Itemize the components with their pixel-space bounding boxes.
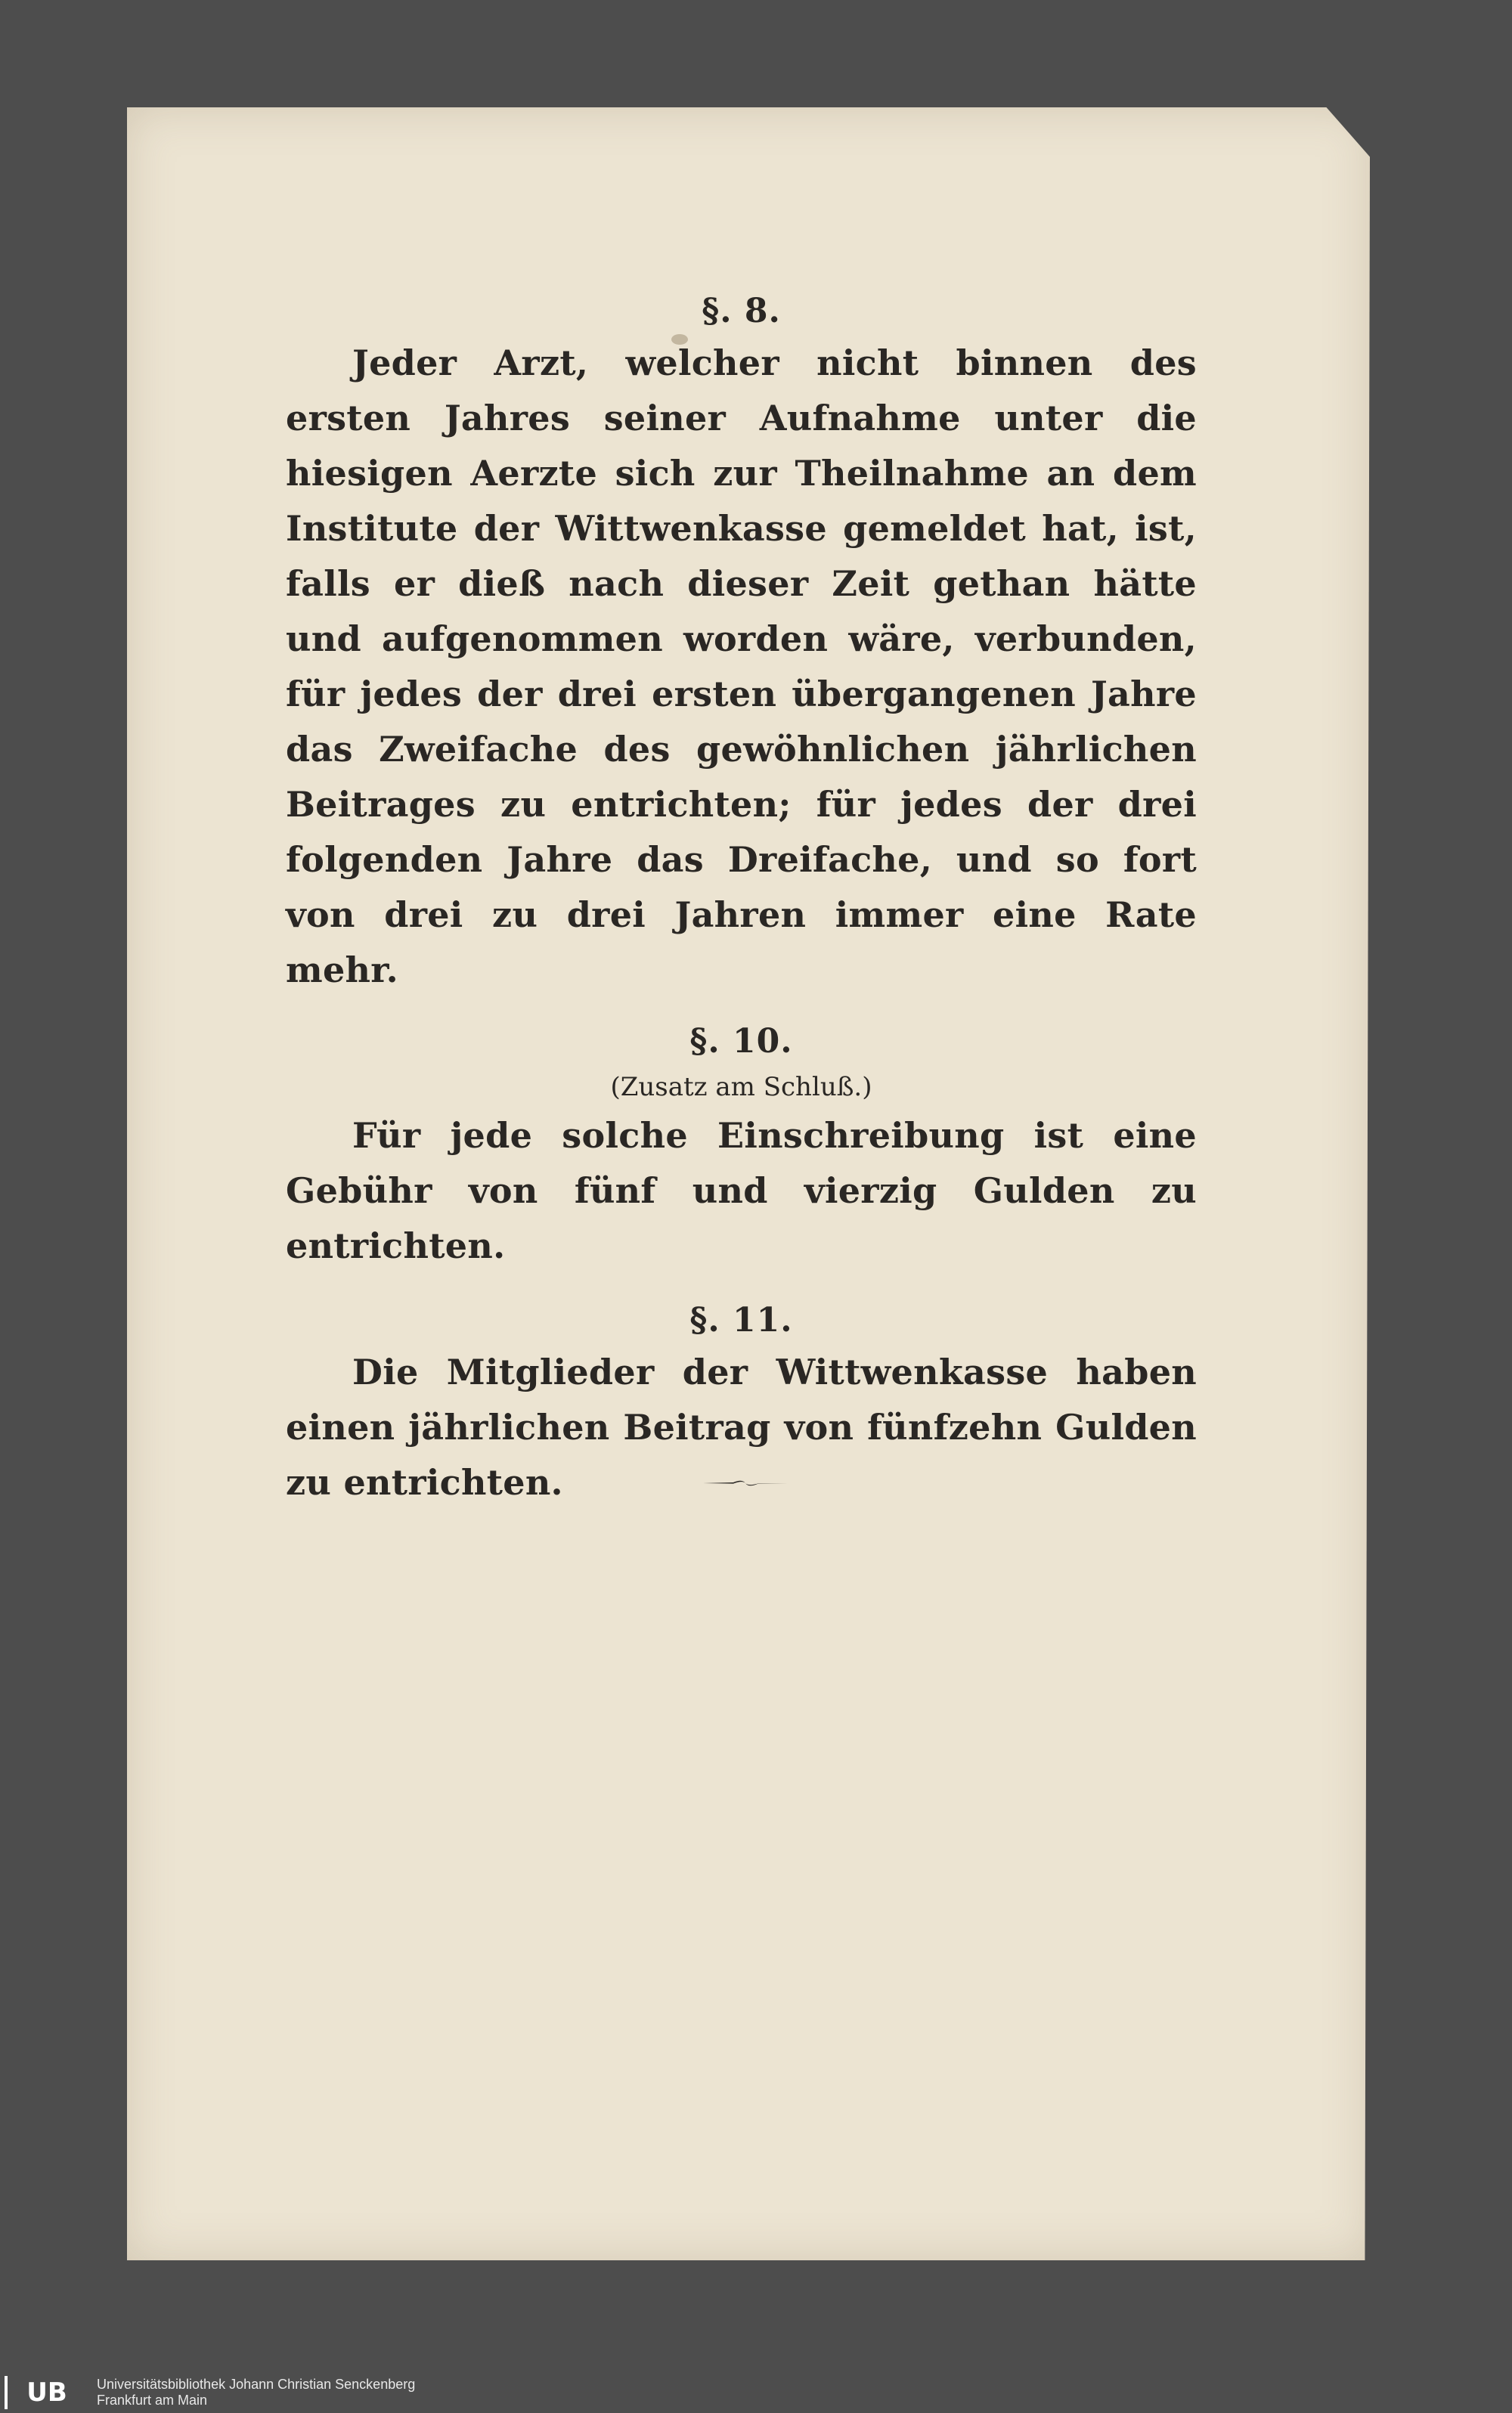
footer-text xyxy=(97,2377,415,2408)
ub-logo: UB xyxy=(5,2376,86,2409)
section-11-heading: §. 11. xyxy=(689,1301,793,1340)
document-content xyxy=(286,287,1197,1510)
section-8-heading: §. 8. xyxy=(702,292,781,330)
footer-line-2: Frankfurt am Main xyxy=(97,2393,208,2408)
ornament-divider xyxy=(703,1476,788,1491)
section-10-text: Für jede solche Einschreibung ist eine Gebühr von fünf und vierzig Gulden zu entrichten. xyxy=(286,1115,1197,1266)
section-10-subheading: (Zusatz am Schluß.) xyxy=(610,1072,872,1102)
section-8-text: Jeder Arzt, welcher nicht binnen des ersten Jahres seiner Aufnahme unter die hiesigen Aerzte sich zur Theilnahme an dem Institute der Wittwenkasse gemeldet hat, ist, falls er dieß nach dieser Zeit gethan hätte und aufgenommen worden wäre, verbunden, für jedes der drei ersten übergangenen Jahre das Zweifache des gewöhnlichen jährlichen Beitrages zu entrichten; für jedes der drei folgenden Jahre das Dreifache, und so fort von drei zu drei Jahren immer eine Rate mehr. xyxy=(286,342,1197,990)
footer-bar xyxy=(0,2372,1512,2413)
section-10-heading: §. 10. xyxy=(689,1022,793,1061)
section-11-text: Die Mitglieder der Wittwenkasse haben einen jährlichen Beitrag von fünfzehn Gulden zu entrichten. xyxy=(286,1352,1197,1503)
footer-line-1: Universitätsbibliothek Johann Christian Senckenberg xyxy=(97,2377,416,2392)
